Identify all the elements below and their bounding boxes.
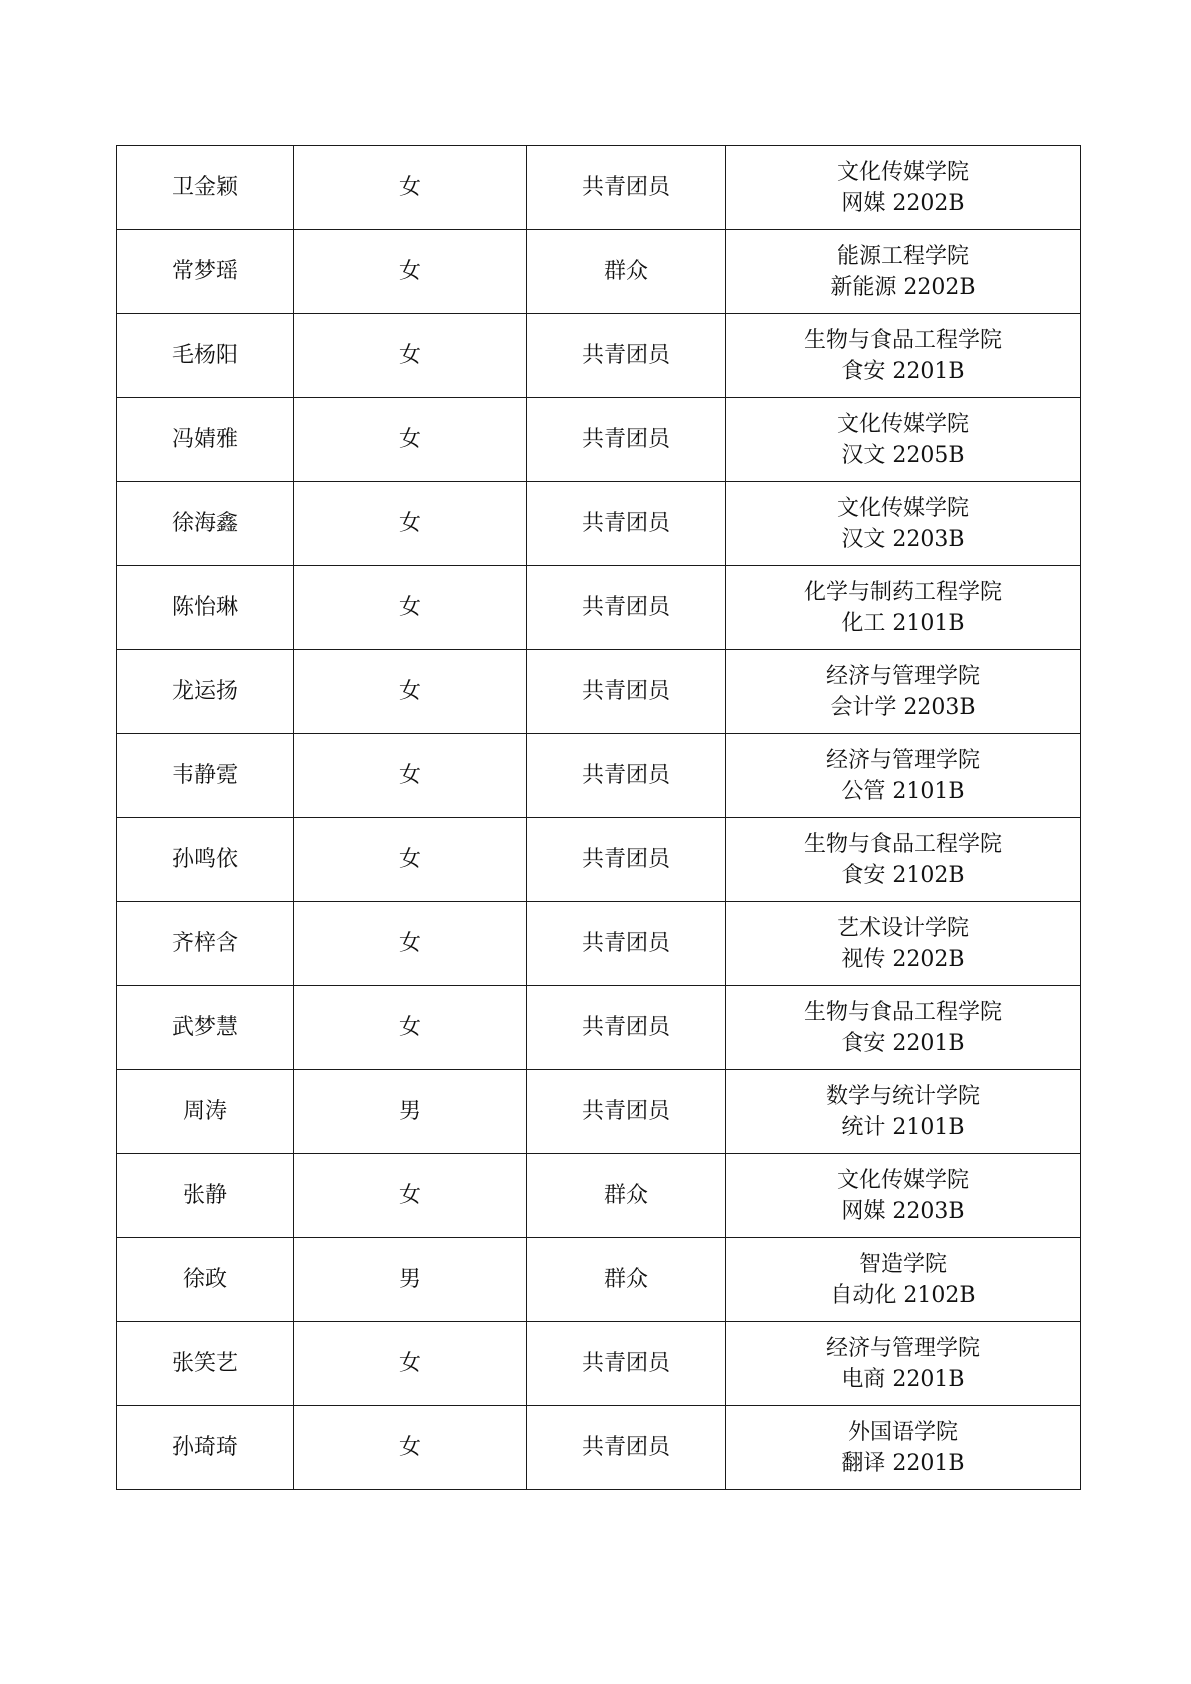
political-status-cell: 共青团员 — [527, 398, 726, 482]
college-name: 化学与制药工程学院 — [803, 579, 1002, 605]
gender-cell: 女 — [294, 314, 527, 398]
college-class-cell — [726, 482, 1081, 566]
political-status-cell: 共青团员 — [527, 314, 726, 398]
class-name: 网媒 2202B — [841, 190, 965, 216]
college-class-cell — [726, 1406, 1081, 1490]
gender-cell: 女 — [294, 230, 527, 314]
table-row — [117, 398, 1081, 482]
college-name: 经济与管理学院 — [825, 663, 980, 689]
class-name: 新能源 2202B — [830, 274, 976, 300]
gender-cell: 女 — [294, 482, 527, 566]
table-row — [117, 734, 1081, 818]
student-name-cell: 徐海鑫 — [117, 482, 294, 566]
table-row — [117, 146, 1081, 230]
student-name-cell: 韦静霓 — [117, 734, 294, 818]
class-name: 食安 2102B — [841, 862, 965, 888]
student-name-cell: 张静 — [117, 1154, 294, 1238]
student-name-cell: 陈怡琳 — [117, 566, 294, 650]
class-name: 统计 2101B — [841, 1114, 965, 1140]
college-class-cell — [726, 818, 1081, 902]
student-name-cell: 孙鸣依 — [117, 818, 294, 902]
college-name: 经济与管理学院 — [825, 1335, 980, 1361]
gender-cell: 男 — [294, 1238, 527, 1322]
gender-cell: 女 — [294, 398, 527, 482]
political-status-cell: 共青团员 — [527, 482, 726, 566]
roster-body — [117, 146, 1081, 1490]
student-name-cell: 龙运扬 — [117, 650, 294, 734]
student-name-cell: 卫金颖 — [117, 146, 294, 230]
class-name: 食安 2201B — [841, 1030, 965, 1056]
college-class-cell — [726, 314, 1081, 398]
college-class-cell — [726, 398, 1081, 482]
student-name-cell: 武梦慧 — [117, 986, 294, 1070]
college-class-cell — [726, 902, 1081, 986]
gender-cell: 女 — [294, 1322, 527, 1406]
table-row — [117, 1070, 1081, 1154]
college-name: 数学与统计学院 — [825, 1083, 980, 1109]
class-name: 视传 2202B — [841, 946, 965, 972]
gender-cell: 男 — [294, 1070, 527, 1154]
table-row — [117, 1322, 1081, 1406]
political-status-cell: 共青团员 — [527, 986, 726, 1070]
class-name: 汉文 2205B — [841, 442, 965, 468]
student-name-cell: 周涛 — [117, 1070, 294, 1154]
gender-cell: 女 — [294, 734, 527, 818]
class-name: 公管 2101B — [841, 778, 965, 804]
class-name: 网媒 2203B — [841, 1198, 965, 1224]
college-class-cell — [726, 650, 1081, 734]
gender-cell: 女 — [294, 146, 527, 230]
gender-cell: 女 — [294, 566, 527, 650]
table-row — [117, 566, 1081, 650]
college-name: 文化传媒学院 — [836, 495, 969, 521]
college-name: 生物与食品工程学院 — [803, 999, 1002, 1025]
political-status-cell: 群众 — [527, 230, 726, 314]
college-class-cell — [726, 146, 1081, 230]
table-row — [117, 902, 1081, 986]
political-status-cell: 共青团员 — [527, 1322, 726, 1406]
political-status-cell: 共青团员 — [527, 902, 726, 986]
college-name: 能源工程学院 — [836, 243, 969, 269]
student-name-cell: 毛杨阳 — [117, 314, 294, 398]
table-row — [117, 230, 1081, 314]
college-name: 经济与管理学院 — [825, 747, 980, 773]
political-status-cell: 共青团员 — [527, 146, 726, 230]
student-name-cell: 徐政 — [117, 1238, 294, 1322]
college-name: 生物与食品工程学院 — [803, 831, 1002, 857]
political-status-cell: 共青团员 — [527, 650, 726, 734]
table-row — [117, 482, 1081, 566]
table-row — [117, 1406, 1081, 1490]
college-class-cell — [726, 566, 1081, 650]
college-class-cell — [726, 986, 1081, 1070]
college-name: 文化传媒学院 — [836, 1167, 969, 1193]
college-class-cell — [726, 734, 1081, 818]
document-page — [116, 145, 1080, 1490]
class-name: 电商 2201B — [841, 1366, 965, 1392]
political-status-cell: 共青团员 — [527, 1406, 726, 1490]
class-name: 翻译 2201B — [841, 1450, 965, 1476]
political-status-cell: 群众 — [527, 1154, 726, 1238]
college-name: 外国语学院 — [847, 1419, 958, 1445]
table-row — [117, 650, 1081, 734]
table-row — [117, 986, 1081, 1070]
student-name-cell: 孙琦琦 — [117, 1406, 294, 1490]
gender-cell: 女 — [294, 1154, 527, 1238]
political-status-cell: 共青团员 — [527, 1070, 726, 1154]
political-status-cell: 共青团员 — [527, 566, 726, 650]
college-name: 文化传媒学院 — [836, 159, 969, 185]
table-row — [117, 818, 1081, 902]
student-name-cell: 常梦瑶 — [117, 230, 294, 314]
gender-cell: 女 — [294, 902, 527, 986]
student-roster-table — [116, 145, 1081, 1490]
table-row — [117, 1238, 1081, 1322]
college-name: 艺术设计学院 — [836, 915, 969, 941]
college-name: 生物与食品工程学院 — [803, 327, 1002, 353]
political-status-cell: 群众 — [527, 1238, 726, 1322]
gender-cell: 女 — [294, 818, 527, 902]
class-name: 自动化 2102B — [830, 1282, 976, 1308]
college-class-cell — [726, 230, 1081, 314]
class-name: 化工 2101B — [841, 610, 965, 636]
gender-cell: 女 — [294, 986, 527, 1070]
table-row — [117, 314, 1081, 398]
class-name: 会计学 2203B — [830, 694, 976, 720]
gender-cell: 女 — [294, 1406, 527, 1490]
student-name-cell: 齐梓含 — [117, 902, 294, 986]
political-status-cell: 共青团员 — [527, 818, 726, 902]
college-name: 智造学院 — [858, 1251, 947, 1277]
college-class-cell — [726, 1238, 1081, 1322]
class-name: 食安 2201B — [841, 358, 965, 384]
college-class-cell — [726, 1322, 1081, 1406]
table-row — [117, 1154, 1081, 1238]
college-name: 文化传媒学院 — [836, 411, 969, 437]
college-class-cell — [726, 1070, 1081, 1154]
class-name: 汉文 2203B — [841, 526, 965, 552]
student-name-cell: 张笑艺 — [117, 1322, 294, 1406]
gender-cell: 女 — [294, 650, 527, 734]
college-class-cell — [726, 1154, 1081, 1238]
political-status-cell: 共青团员 — [527, 734, 726, 818]
student-name-cell: 冯婧雅 — [117, 398, 294, 482]
